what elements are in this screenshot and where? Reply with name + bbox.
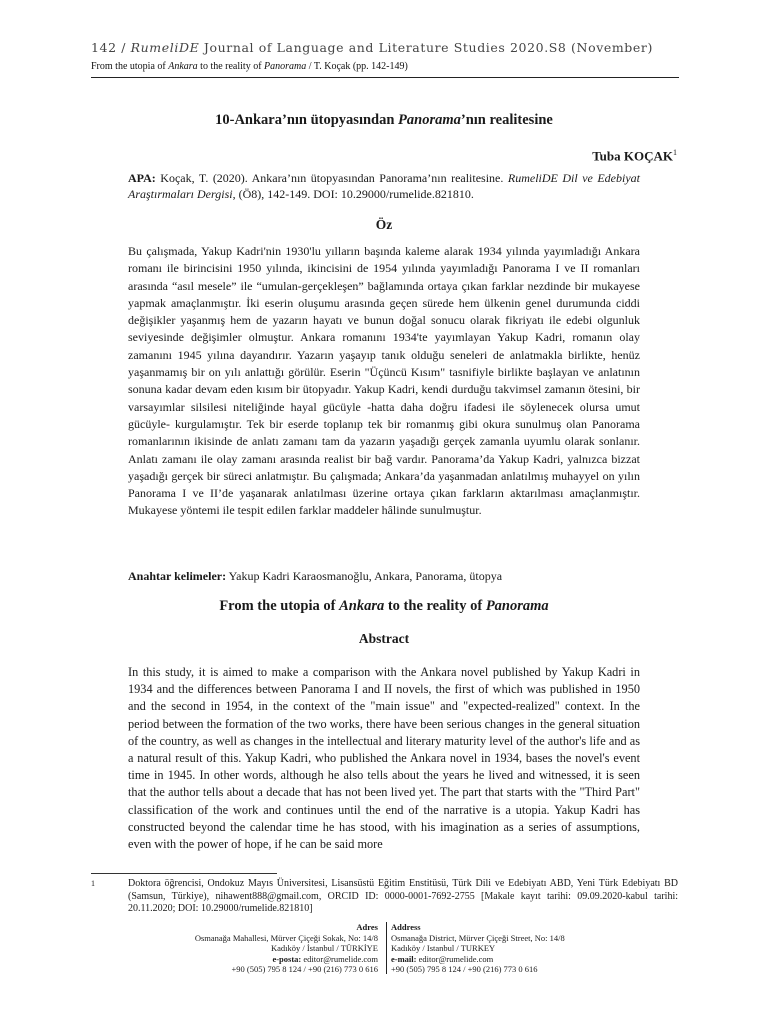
- english-title-ankara: Ankara: [339, 598, 385, 614]
- apa-label: APA:: [128, 171, 156, 185]
- running-head-panorama: Panorama: [264, 61, 307, 72]
- english-title-part1: From the utopia of: [219, 598, 340, 614]
- footnote-rule: [91, 873, 277, 874]
- address-en-heading: Address: [391, 922, 421, 932]
- address-english: [391, 922, 671, 975]
- journal-header: [91, 40, 653, 55]
- english-title-part2: to the reality of: [384, 598, 486, 614]
- footnote-text: Doktora öğrencisi, Ondokuz Mayıs Üniversitesi, Lisansüstü Eğitim Enstitüsü, Türk Dili ve Edebiyatı ABD, Yeni Türk Edebiyatı BD (Samsun, Türkiye), nihawent888@gmail.com, ORCID ID: 0000-0001-7692-2755 [Makale kayıt tarihi: 09.09.2020-kabul tarihi: 20.11.2020; DOI: 10.29000/rumelide.821810]: [128, 878, 678, 914]
- author-footnote-mark: 1: [673, 148, 677, 157]
- abstract-body: [128, 664, 640, 853]
- journal-subtitle: Journal of Language and Literature Studies 2020.S8 (November): [199, 40, 653, 55]
- address-en-line2: Kadıköy / Istanbul / TURKEY: [391, 943, 496, 954]
- english-title: [0, 598, 768, 615]
- running-head-prefix: From the utopia of: [91, 61, 169, 72]
- keywords: [128, 569, 502, 584]
- address-divider: [386, 922, 387, 974]
- keywords-label: Anahtar kelimeler:: [128, 569, 227, 583]
- title-italic: Panorama: [398, 112, 461, 128]
- oz-heading: Öz: [375, 217, 393, 232]
- address-en-email: editor@rumelide.com: [416, 953, 494, 964]
- address-turkish: [128, 922, 378, 975]
- running-head: [91, 61, 408, 72]
- apa-text1: Koçak, T. (2020). Ankara’nın ütopyasından Panorama’nın realitesine.: [155, 171, 508, 185]
- header-rule: [91, 77, 679, 78]
- apa-text2: , (Ö8), 142-149. DOI: 10.29000/rumelide.821810.: [232, 186, 474, 201]
- journal-name: RumeliDE: [130, 40, 200, 55]
- address-en-phone: +90 (505) 795 8 124 / +90 (216) 773 0 616: [391, 964, 538, 975]
- address-en-line1: Osmanağa District, Mürver Çiçeği Street, No: 14/8: [391, 932, 565, 943]
- running-head-middle: to the reality of: [197, 61, 265, 72]
- address-tr-heading: Adres: [356, 922, 378, 932]
- address-tr-email-label: e-posta:: [272, 953, 302, 964]
- abstract-paragraph: In this study, it is aimed to make a comparison with the Ankara novel published by Yakup Kadri in 1934 and the differences between Panorama I and II novels, the first of which was published in 1950 and the second in 1954, in the context of the "main issue" and "expected-realized" context. In the period between the formation of the two works, there have been serious changes in the general situation of the country, as well as changes in the intellectual and literary maturity level of the author's life and as a natural result of this. Yakup Kadri, who published the Ankara novel in 1934, bases the novel's event time in 1945. In other words, although he also tells about the years he lived and witnessed, it is seen that the author tells about a decade that has not been lived yet. The part that starts with the "Third Part" classification of the work and continues until the end of the narrative is a utopia. Yakup Kadri has constructed beyond the calendar time he has stood, with his imagination as a series of assumptions, even with the power of hope, if he can be said more: [128, 665, 640, 852]
- apa-citation: [128, 171, 640, 202]
- keywords-text: Yakup Kadri Karaosmanoğlu, Ankara, Panorama, ütopya: [226, 569, 503, 583]
- address-en-email-label: e-mail:: [391, 953, 417, 964]
- address-tr-email: editor@rumelide.com: [301, 953, 378, 964]
- oz-body: [128, 243, 640, 520]
- page-number: 142: [91, 40, 117, 55]
- address-tr-phone: +90 (505) 795 8 124 / +90 (216) 773 0 616: [231, 964, 378, 975]
- author: [592, 148, 677, 164]
- english-title-panorama: Panorama: [485, 598, 549, 614]
- article-title: [0, 112, 768, 129]
- title-part1: 10-Ankara’nın ütopyasından: [215, 112, 399, 128]
- abstract-heading: Abstract: [358, 631, 410, 646]
- running-head-suffix: / T. Koçak (pp. 142-149): [306, 61, 408, 72]
- running-head-ankara: Ankara: [168, 61, 198, 72]
- address-tr-line2: Kadıköy / İstanbul / TÜRKİYE: [270, 943, 378, 954]
- author-name: Tuba KOÇAK: [592, 148, 673, 164]
- address-tr-line1: Osmanağa Mahallesi, Mürver Çiçeği Sokak, No: 14/8: [194, 932, 378, 943]
- apa-journal: RumeliDE Dil ve Edebiyat Araştırmaları Dergisi: [128, 171, 641, 201]
- oz-paragraph: Bu çalışmada, Yakup Kadri'nin 1930'lu yılların başında kaleme alarak 1934 yılında yayımladığı Ankara romanı ile birincisini 1950 yılında, ikincisini de 1954 yılında yayımladığı Panorama I ve II romanları arasında “asıl mesele” ile “umulan-gerçekleşen” bağlamında ortaya çıkan farklar nezdinde bir mukayese yapmak amaçlanmıştır. İki eserin oluşumu arasında geçen sürede hem ülkenin genel durumunda ciddi değişikler yaşanmış hem de yazarın hayatı ve bunun doğal sonucu olarak fikriyatı ile edebi olgunluk seviyesinde değişimler olmuştur. Ankara romanını 1934'te yayımlayan Yakup Kadri, romanın olay zamanını 1945 yılına dayandırır. Yazarın yaşayıp tanık olduğu seneleri de anlatmakla birlikte, henüz yaşanmamış bir on yılı anlattığı görülür. Eserin "Üçüncü Kısım" tasnifiyle birlikte başlayan ve anlatının sonuna kadar devam eden kısım bir ütopyadır. Yakup Kadri, kendi durduğu takvimsel zamanın ötesini, bir varsayımlar silsilesi niteliğinde hayal gücüyle -hatta daha doğru ifadesi ile söylenecek olursa umut gücüyle- kurgulamıştır. Tek bir eserde toplanıp tek bir romanmış gibi okura sunulmuş olan Panorama romanlarının ikisinde de anlatı zamanı tam da yazarın yaşadığı gerçek zamanla uyumlu olarak sonlanır. Anlatı zamanı ile olay zamanı arasında realist bir bağ vardır. Panorama’da Yakup Kadri, yalnızca bizzat yaşadığı gerçek bir süreci anlatmıştır. Bu çalışmada; Ankara’da yaşanmadan anlatılmış muhayyel on yılın Panorama I ve II’de yaşanarak anlatılması üzerine ortaya çıkan farkların aktarılması amaçlanmıştır. Mukayese yöntemi ile tespit edilen farklar maddeler hâlinde sunulmuştur.: [128, 244, 640, 518]
- header-separator: /: [116, 40, 131, 55]
- footnote-number: 1: [91, 879, 95, 888]
- title-part2: ’nın realitesine: [460, 112, 553, 128]
